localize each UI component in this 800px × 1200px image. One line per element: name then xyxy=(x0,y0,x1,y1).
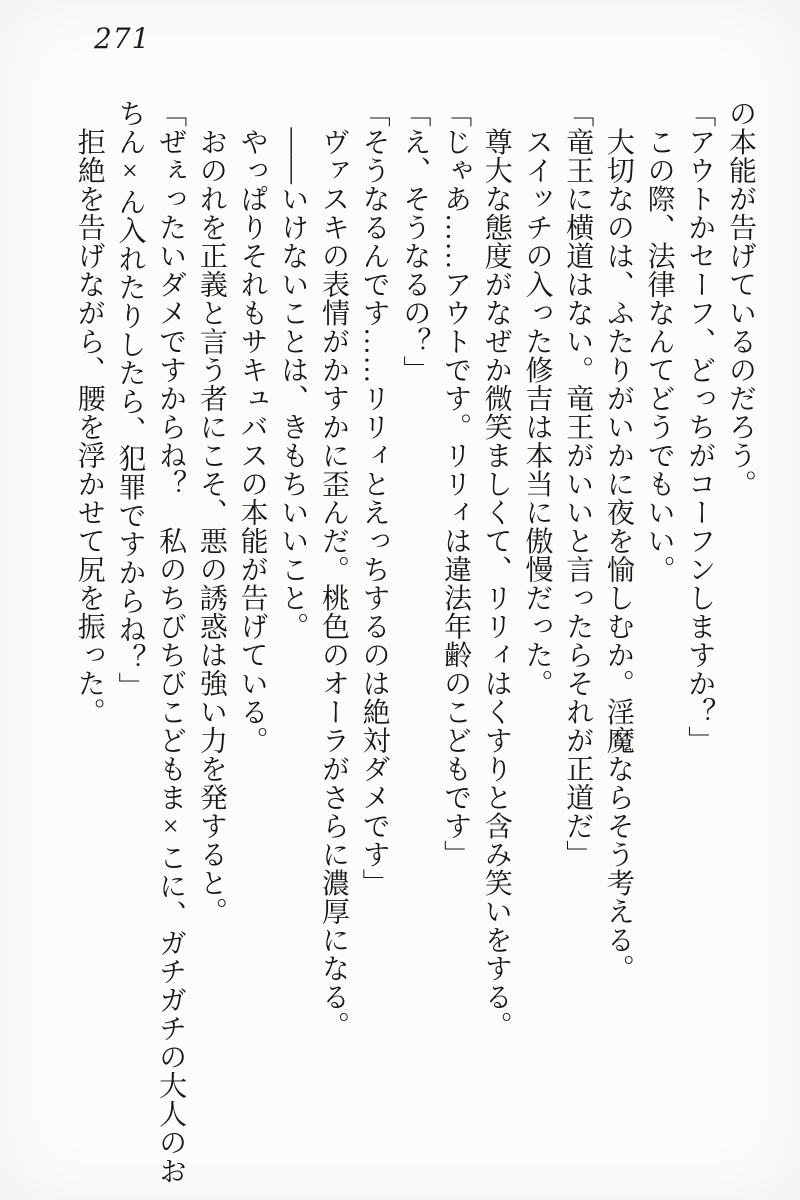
text-line-3: この際、法律なんてどうでもいい。 xyxy=(643,99,675,584)
text-line-2: 「アウトかセーフ、どっちがコーフンしますか？」 xyxy=(684,99,716,755)
text-line-9: 「え、そうなるの？」 xyxy=(399,99,431,384)
text-line-7: 尊大な態度がなぜか微笑ましくて、リリィはくすりと含み笑いをする。 xyxy=(480,99,512,1040)
text-line-16: ちん×ん入れたりしたら、犯罪ですからね？」 xyxy=(114,99,146,701)
body-text xyxy=(68,99,760,1193)
text-line-17: 拒絶を告げながら、腰を浮かせて尻を振った。 xyxy=(73,99,105,726)
text-line-1: の本能が告げているのだろう。 xyxy=(725,99,756,498)
text-line-14: おのれを正義と言う者にこそ、悪の誘惑は強い力を発すると。 xyxy=(195,99,227,926)
text-line-5: 「竜王に横道はない。竜王がいいと言ったらそれが正道だ」 xyxy=(562,99,594,869)
text-line-15: 「ぜぇったいダメですからね？ 私のちびちびこどもま×こに、ガチガチの大人のお xyxy=(155,99,187,1185)
text-line-10: 「そうなるんです……リリィとえっちするのは絶対ダメです」 xyxy=(358,99,390,897)
page-number: 271 xyxy=(94,22,151,55)
text-line-8: 「じゃあ……アウトです。リリィは違法年齢のこどもです」 xyxy=(440,99,472,869)
text-line-6: スイッチの入った修吉は本当に傲慢だった。 xyxy=(521,99,553,698)
text-line-12: ——いけないことは、きもちいいこと。 xyxy=(277,99,309,641)
text-line-11: ヴァスキの表情がかすかに歪んだ。桃色のオーラがさらに濃厚になる。 xyxy=(317,99,349,1040)
text-line-13: やっぱりそれもサキュバスの本能が告げている。 xyxy=(236,99,268,755)
text-line-4: 大切なのは、ふたりがいかに夜を愉しむか。淫魔ならそう考える。 xyxy=(602,99,634,983)
